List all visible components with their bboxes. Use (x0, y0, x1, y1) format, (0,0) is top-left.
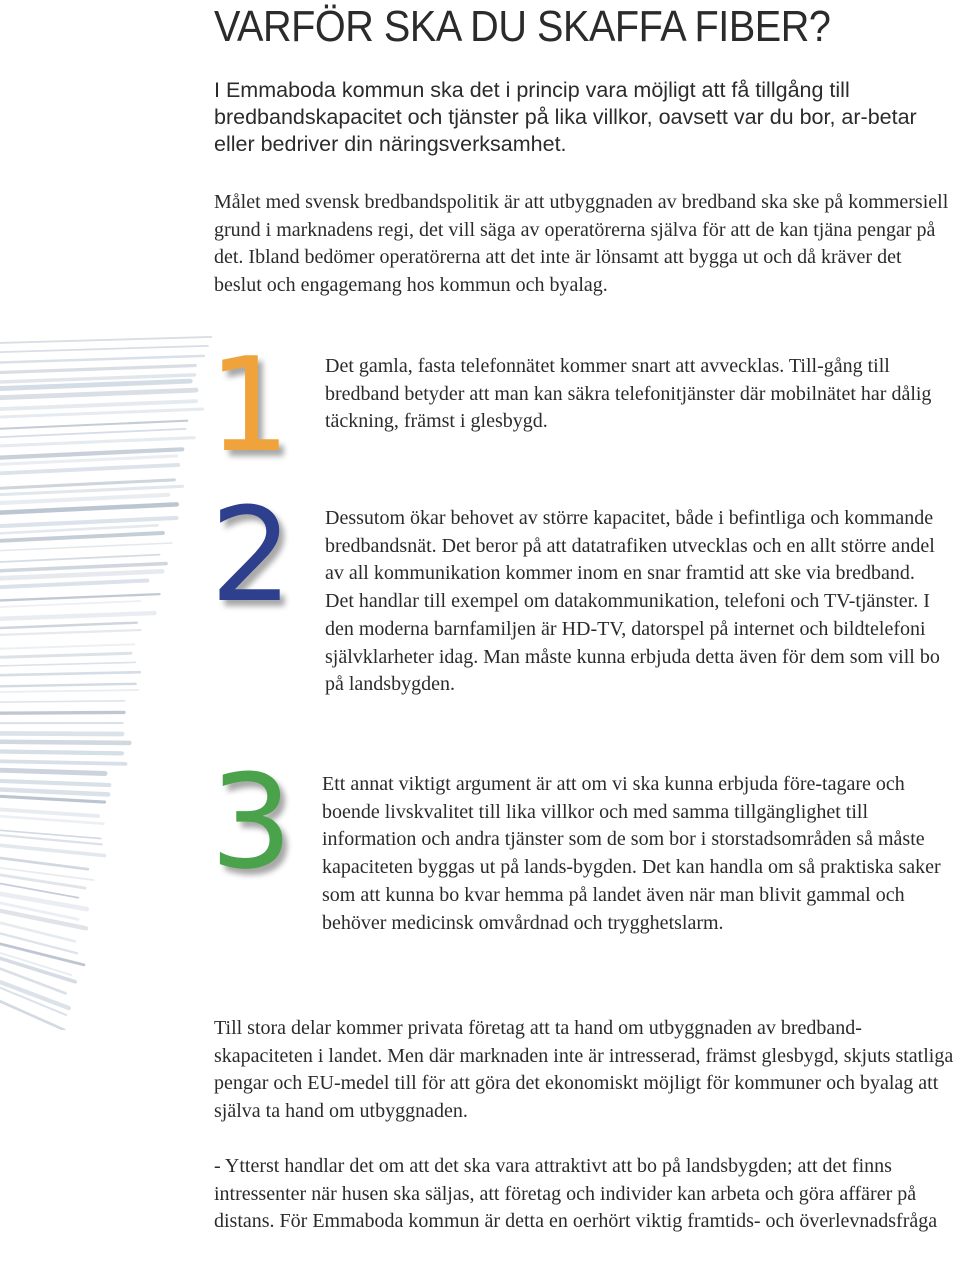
fiber-strand (0, 543, 172, 551)
number-one-graphic: 1 (208, 329, 283, 481)
fiber-strand (0, 958, 75, 981)
fiber-strand (0, 337, 211, 343)
fiber-strand (0, 623, 137, 628)
fiber-strand (0, 630, 141, 635)
fiber-strand (0, 390, 196, 398)
fiber-strand (0, 701, 125, 702)
fiber-strand (0, 982, 69, 1008)
fiber-strand (0, 684, 136, 686)
fiber-strand (0, 742, 129, 743)
intro-paragraph: I Emmaboda kommun ska det i princip vara möjligt att få tillgång till bredbandskapacitet och tjänster på lika villkor, oavsett var du bor, ar-betar eller bedriver din näringsverksamhet. (214, 78, 917, 156)
fiber-strand (0, 653, 131, 657)
closing-paragraph: - Ytterst handlar det om att det ska vara attraktivt att bo på landsbygden; att det finns intressenter när husen ska säljas, att företag och individer kan arbeta och göra affärer på distans. För Emmaboda kommun är detta en oerhört viktig framtids- och överlevnadsfråga (214, 1155, 938, 1233)
fiber-strand (0, 504, 177, 512)
fiber-strand (0, 751, 122, 753)
fiber-strand (0, 796, 105, 802)
fiber-optic-strands-image (0, 330, 220, 1030)
point-two-text: Dessutom ökar behovet av större kapacitet, både i befintliga och kommande bredbandsnät. Det beror på att datatrafiken utvecklas och en allt större andel av all kommunikation kommer inom en snar framtid att ske via bredband. Det handlar till exempel om datakommunikation, telefoni och TV-tjänster. I den moderna barnfamiljen är HD-TV, datorspel på internet och bildtelefoni självklarheter idag. Man måste kunna erbjuda detta även för dem som vill bo på landsbygden. (325, 507, 940, 696)
fiber-strand (0, 571, 162, 578)
fiber-strand (0, 733, 122, 734)
fiber-strand (0, 613, 154, 619)
fiber-strand (0, 644, 134, 648)
number-two-graphic: 2 (210, 479, 285, 631)
fiber-strand (0, 1001, 64, 1030)
fiber-strand (0, 581, 147, 588)
fiber-strand (0, 366, 195, 373)
fiber-strand (0, 465, 178, 473)
fiber-strand (0, 690, 138, 692)
fiber-strand (0, 533, 163, 541)
fiber-strand (0, 594, 160, 600)
fiber-strand (0, 346, 208, 352)
fiber-strand (0, 672, 140, 675)
fiber-strand (0, 761, 126, 764)
fiber-strand (0, 781, 109, 785)
fiber-strand (0, 933, 77, 953)
fiber-strand (0, 401, 196, 409)
fiber-strand (0, 555, 160, 562)
fiber-strand (0, 770, 105, 773)
fiber-strand (0, 409, 203, 417)
fiber-strand (0, 712, 124, 713)
fiber-strand (0, 790, 108, 795)
point-three-text: Ett annat viktigt argument är att om vi ska kunna erbjuda före-tagare och boende livskvalitet till lika villkor och med samma tillgänglighet till information och andra tjänster som de som bor i storstadsområden så måste kapaciteten byggas ut på lands-bygden. Det kan handla om så praktiska saker som att kunna bo kvar hemma på landet även när man blivit gammal och behöver medicinsk omvårdnad och trygghetslarm. (322, 773, 941, 934)
goal-paragraph: Målet med svensk bredbandspolitik är att utbyggnaden av bredband ska ske på kommersiell grund i marknadens regi, det vill säga av operatörerna själva för att de kan tjäna pengar på det. Ibland bedömer operatörerna att det inte är lönsamt att bygga ut och då kräver det beslut och engagemang hos kommun och byalag. (214, 191, 949, 297)
fiber-strand (0, 835, 102, 844)
private-companies-paragraph: Till stora delar kommer privata företag att ta hand om utbyggnaden av bredband-skapaciteten i landet. Men där marknaden inte är intresserad, främst glesbygd, skjuts statliga pengar och EU-medel till för att göra det ekonomiskt möjligt för kommuner och byalag att själva ta hand om utbyggnaden. (214, 1017, 954, 1123)
page-title: VARFÖR SKA DU SKAFFA FIBER? (214, 2, 831, 51)
fiber-strand (0, 969, 66, 994)
fiber-strand (0, 438, 194, 446)
fiber-strand (0, 495, 168, 503)
fiber-strand (0, 356, 204, 363)
fiber-strand (0, 662, 135, 666)
fiber-strand (0, 421, 187, 429)
fiber-strand (0, 858, 88, 869)
number-three-graphic: 3 (210, 746, 285, 898)
point-one-text: Det gamla, fasta telefonnätet kommer snart att avvecklas. Till-gång till bredband betyder att man kan säkra telefonitjänster där mobilnätet har dålig täckning, främst i glesbygd. (325, 355, 932, 433)
fiber-strand (0, 845, 105, 855)
fiber-strand (0, 601, 141, 607)
fiber-strand (0, 429, 186, 437)
fiber-strand (0, 564, 166, 571)
fiber-strand (0, 809, 98, 816)
fiber-strand (0, 816, 103, 823)
